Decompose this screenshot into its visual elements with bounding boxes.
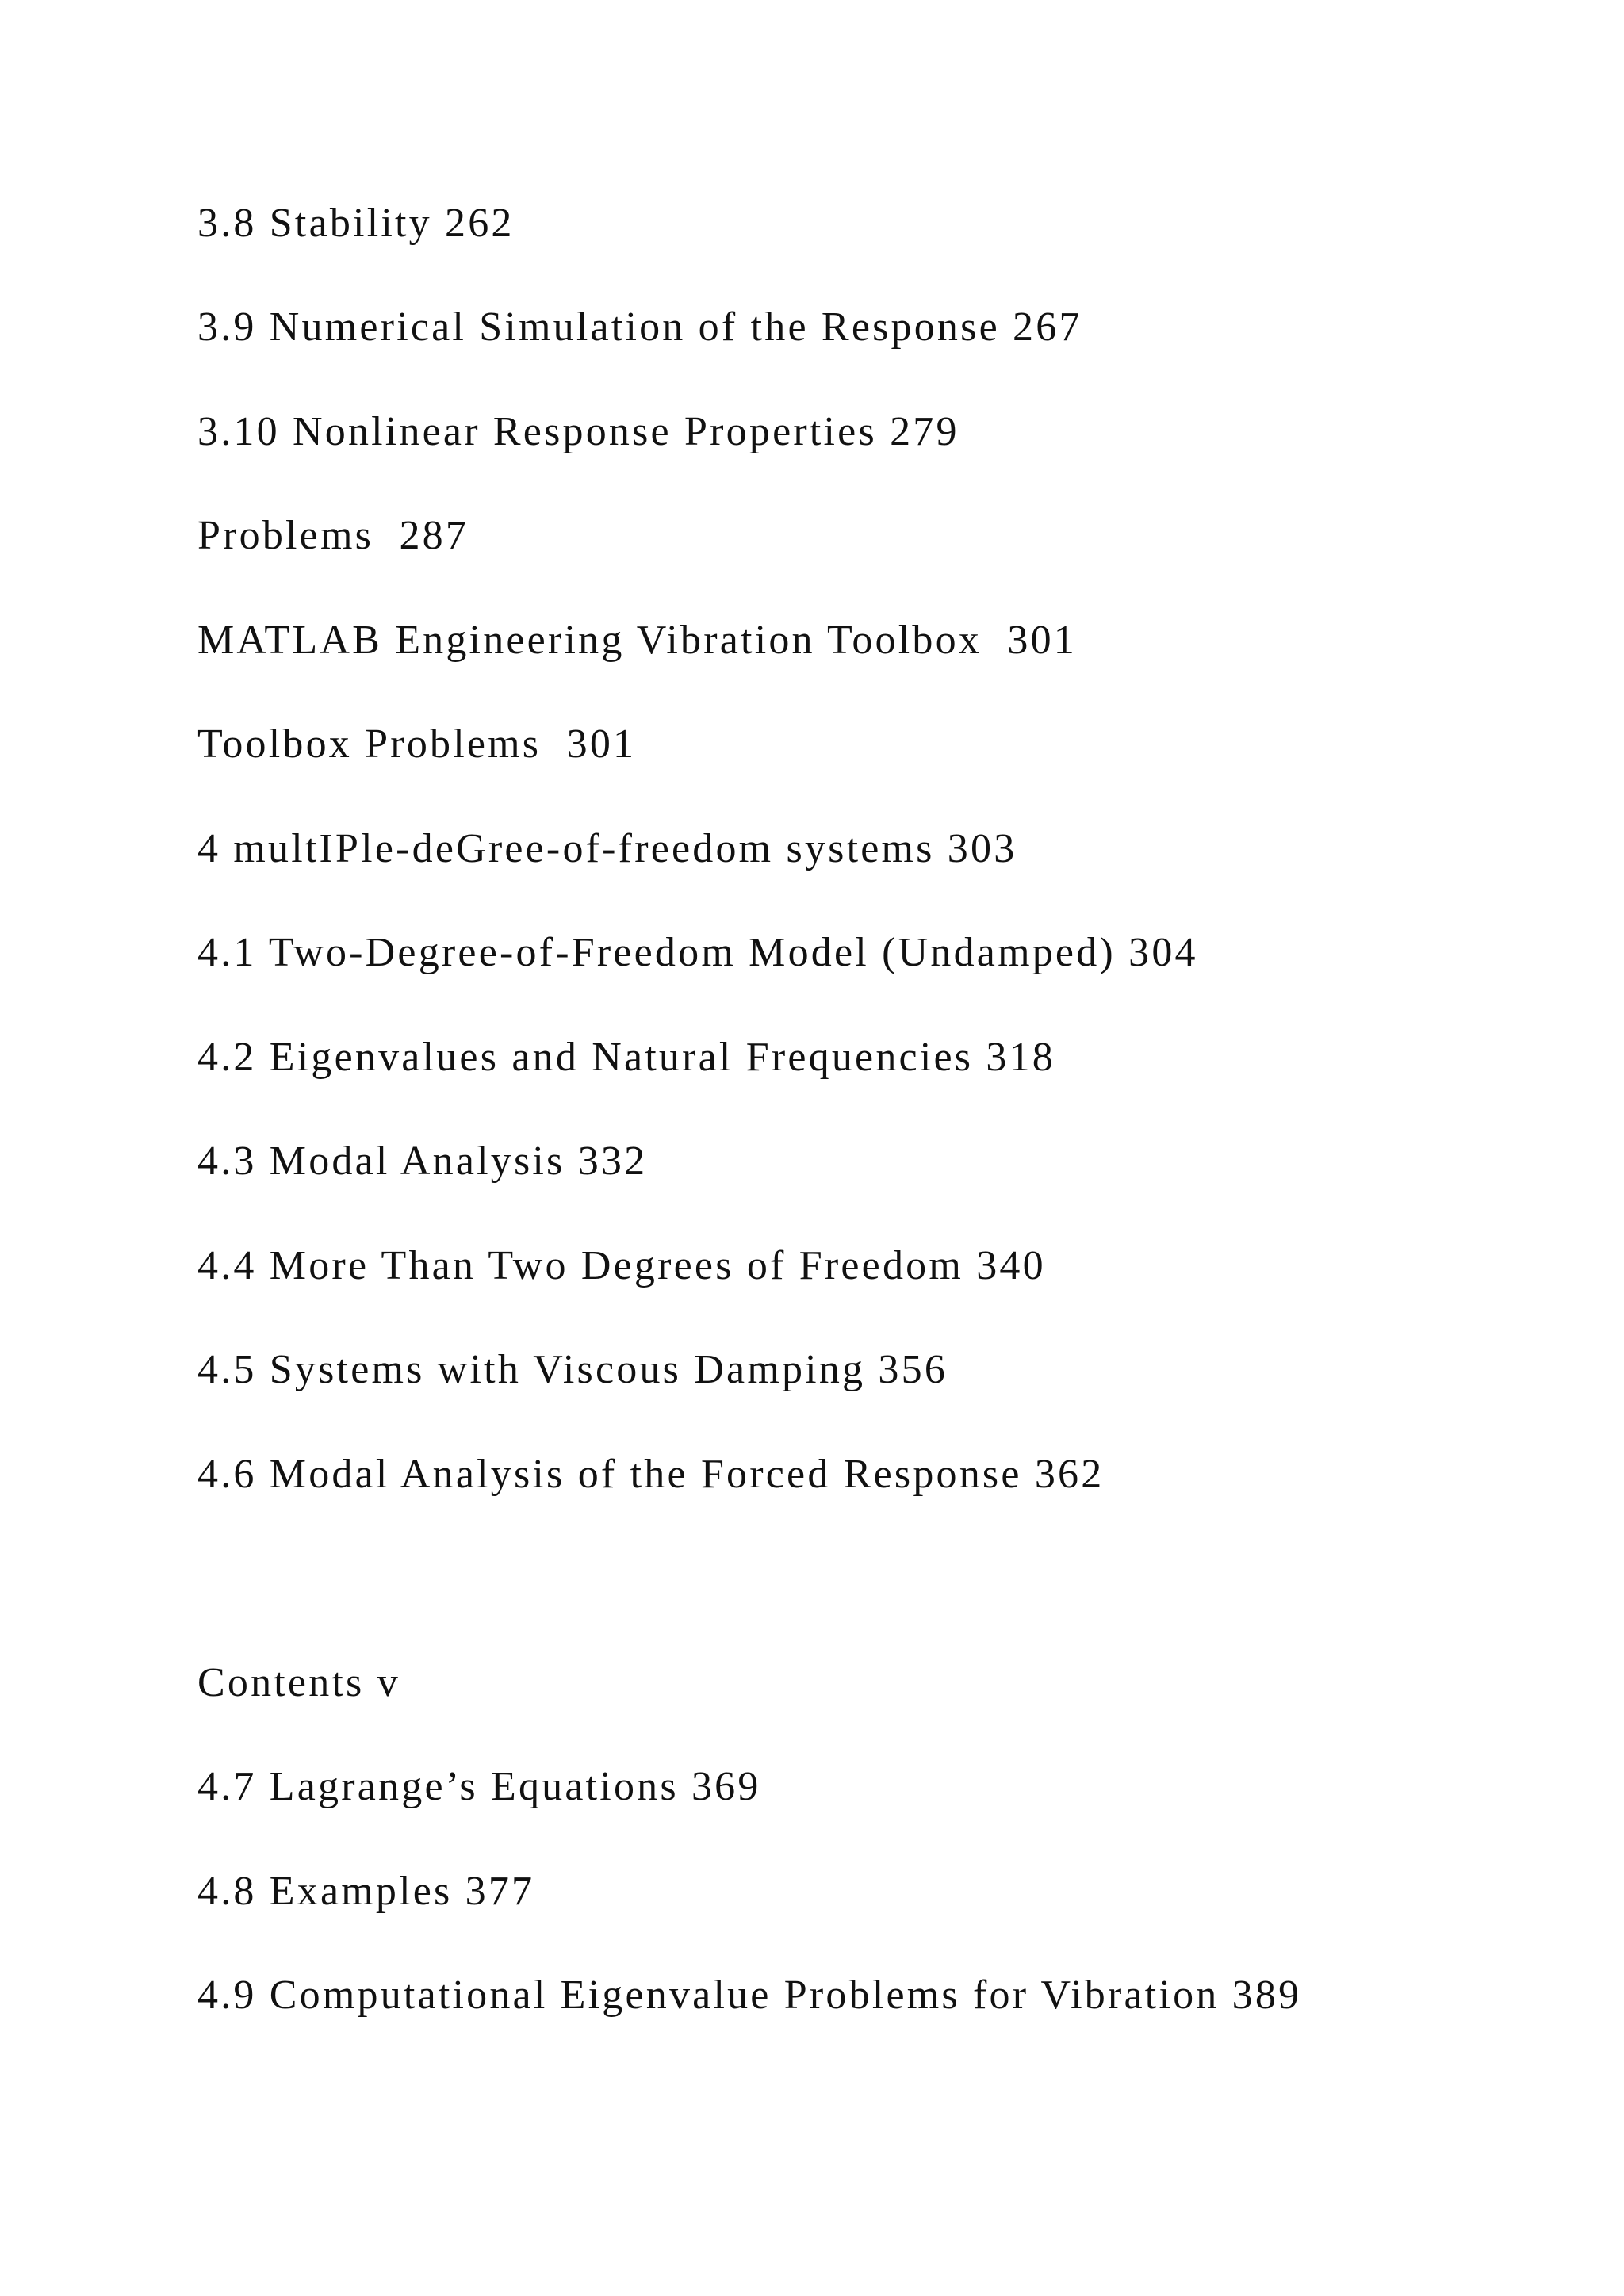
toc-entry: 4.9 Computational Eigenvalue Problems for Vibration 389: [197, 1973, 1302, 2018]
toc-entry: 4.4 More Than Two Degrees of Freedom 340: [197, 1243, 1046, 1288]
toc-entry: Toolbox Problems 301: [197, 721, 637, 767]
toc-chapter-heading: 4 multIPle-deGree-of-freedom systems 303: [197, 826, 1017, 871]
toc-entry: 4.7 Lagrange’s Equations 369: [197, 1764, 761, 1809]
toc-entry: Problems 287: [197, 513, 469, 558]
toc-entry: 4.5 Systems with Viscous Damping 356: [197, 1347, 948, 1392]
toc-entry: 4.1 Two-Degree-of-Freedom Model (Undamped) 304: [197, 930, 1198, 975]
toc-entry: 3.9 Numerical Simulation of the Response 267: [197, 304, 1082, 350]
toc-entry: 4.2 Eigenvalues and Natural Frequencies 318: [197, 1035, 1055, 1080]
toc-entry: MATLAB Engineering Vibration Toolbox 301: [197, 618, 1077, 663]
toc-entry: 3.8 Stability 262: [197, 201, 515, 246]
toc-entry: 3.10 Nonlinear Response Properties 279: [197, 409, 959, 454]
running-header: Contents v: [197, 1660, 400, 1705]
toc-entry: 4.3 Modal Analysis 332: [197, 1138, 648, 1184]
toc-entry: 4.6 Modal Analysis of the Forced Response 362: [197, 1452, 1105, 1497]
toc-entry: 4.8 Examples 377: [197, 1869, 535, 1914]
